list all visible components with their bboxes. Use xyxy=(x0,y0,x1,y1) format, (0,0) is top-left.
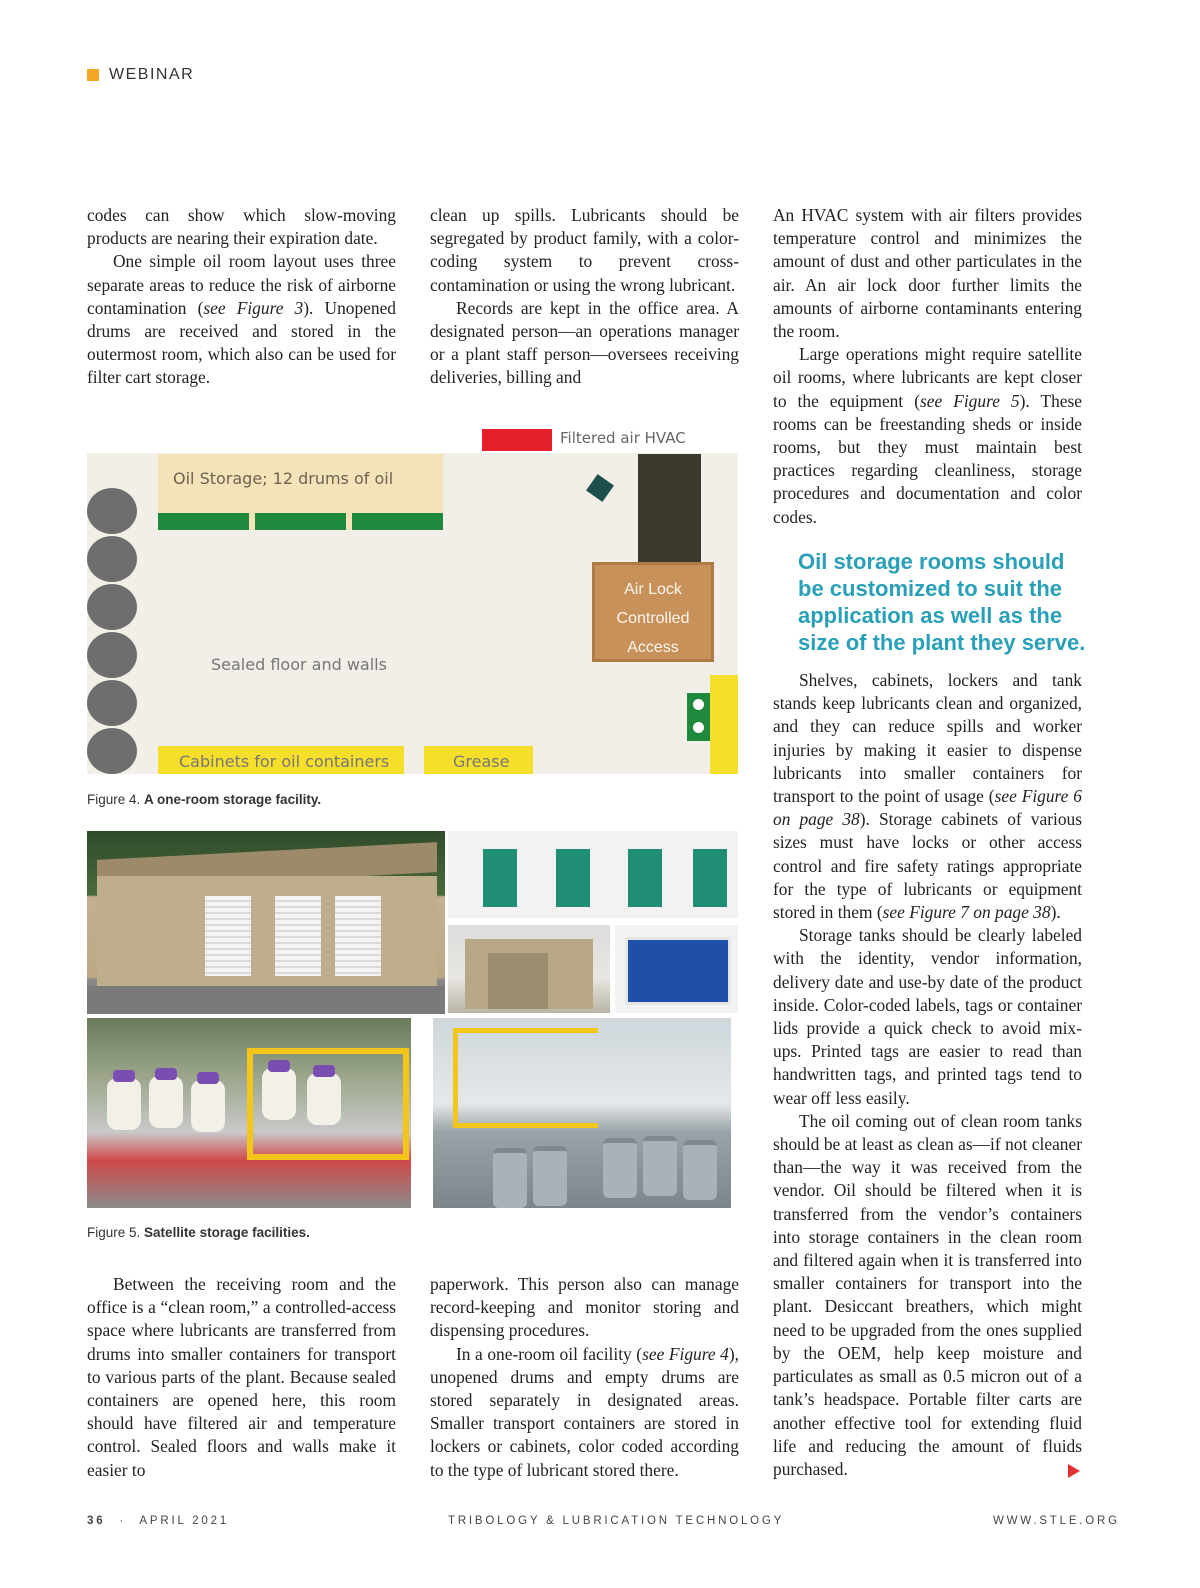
magazine-name: TRIBOLOGY & LUBRICATION TECHNOLOGY xyxy=(448,1515,785,1527)
photo-shed xyxy=(448,925,610,1013)
section-header xyxy=(87,66,194,84)
website[interactable]: WWW.STLE.ORG xyxy=(993,1515,1120,1527)
figure-4-diagram xyxy=(87,425,738,774)
figure-reference: see Figure 6 on page 38 xyxy=(773,786,1082,830)
paragraph: An HVAC system with air filters provides temperature control and minimizes the amount of dust and other particulates in the air. An air lock door further limits the amounts of airborne contaminants entering the room. xyxy=(773,205,1082,342)
section-marker-icon xyxy=(87,69,99,81)
hvac-label: Filtered air HVAC xyxy=(560,429,686,447)
paragraph: clean up spills. Lubricants should be segregated by product family, with a color-coding system to prevent cross-contamination or using the wrong lubricant. xyxy=(430,205,739,295)
column-1-top xyxy=(87,204,396,390)
drum-icon xyxy=(87,536,137,582)
issue-date: APRIL 2021 xyxy=(139,1515,230,1527)
pull-quote: Oil storage rooms should be customized to suit the application as well as the size of the plant they serve. xyxy=(798,549,1086,655)
drum-icon xyxy=(87,680,137,726)
drum-icon xyxy=(87,632,137,678)
drum-icon xyxy=(87,728,137,774)
grease-label: Grease xyxy=(453,752,510,771)
figure-reference: see Figure 3 xyxy=(203,297,304,318)
figure-reference: see Figure 7 on page 38 xyxy=(882,902,1051,923)
photo-storage-container xyxy=(448,831,738,918)
paragraph: codes can show which slow-moving products are nearing their expiration date. xyxy=(87,205,396,249)
section-label: WEBINAR xyxy=(109,66,195,83)
oil-storage-label: Oil Storage; 12 drums of oil xyxy=(173,469,394,488)
paragraph: Storage tanks should be clearly labeled with the identity, vendor information, delivery date and use-by date of the product inside. Color-coded labels, tags or container lids provide a quick check to avoid mix-ups. Printed tags are easier to read than handwritten tags, and printed tags tend to wear off less easily. xyxy=(773,925,1082,1108)
page-number: 36 xyxy=(87,1515,106,1527)
figure-4-caption: Figure 4. A one-room storage facility. xyxy=(87,792,322,807)
figure-reference: see Figure 4 xyxy=(642,1343,729,1364)
paragraph: Shelves, cabinets, lockers and tank stands keep lubricants clean and organized, and they can reduce spills and worker injuries by making it easier to dispense lubricants into smaller containers for transport to the point of usage (see Figure 6 on page 38). Storage cabinets of various sizes must have locks or other access control and fire safety ratings appropriate for the type of lubricants or equipment stored in them (see Figure 7 on page 38). xyxy=(773,670,1082,923)
column-2-top xyxy=(430,204,739,390)
footer-left: 36 · APRIL 2021 xyxy=(87,1515,230,1527)
column-2-bottom xyxy=(430,1273,739,1482)
hvac-unit xyxy=(482,429,552,451)
side-cabinet xyxy=(710,675,738,774)
drum-icon xyxy=(87,584,137,630)
paragraph: One simple oil room layout uses three separate areas to reduce the risk of airborne contamination (see Figure 3). Unopened drums are received and stored in the outermost room, which also can be used for filter cart storage. xyxy=(87,251,396,388)
drum-rack xyxy=(352,513,443,530)
air-lock-label: Air Lock Controlled Access xyxy=(616,581,690,656)
drum-rack xyxy=(255,513,346,530)
column-3-top xyxy=(773,204,1082,529)
sealed-floor-label: Sealed floor and walls xyxy=(211,655,387,674)
paragraph: paperwork. This person also can manage record-keeping and monitor storing and dispensing procedures. xyxy=(430,1274,739,1341)
cabinets-label: Cabinets for oil containers xyxy=(179,752,390,771)
hvac-duct xyxy=(638,454,701,562)
paragraph: Records are kept in the office area. A designated person—an operations manager or a plant staff person—oversees receiving deliveries, billing and xyxy=(430,297,739,388)
paragraph: In a one-room oil facility (see Figure 4), unopened drums and empty drums are stored separately in designated areas. Smaller transport containers are stored in lockers or cabinets, color coded according to the type of lubricant stored there. xyxy=(430,1343,739,1480)
photo-blue-container xyxy=(615,925,738,1013)
photo-dispensing-station xyxy=(87,1018,411,1208)
photo-modular-building xyxy=(87,831,445,1014)
air-vent-icon xyxy=(586,474,614,502)
drum-rack xyxy=(158,513,249,530)
paragraph: Large operations might require satellite oil rooms, where lubricants are kept closer to the equipment (see Figure 5). These rooms can be freestanding sheds or inside rooms, but they must maintain best practices regarding cleanliness, storage procedures and documentation and color codes. xyxy=(773,344,1082,527)
drum-row xyxy=(87,488,139,774)
paragraph: Between the receiving room and the office is a “clean room,” a controlled-access space where lubricants are transferred from drums into smaller containers for transport to various parts of the plant. Because sealed containers are opened here, this room should have filtered air and temperature control. Sealed floors and walls make it easier to xyxy=(87,1274,396,1480)
drum-icon xyxy=(87,488,137,534)
figure-reference: see Figure 5 xyxy=(920,390,1020,411)
figure-5-caption: Figure 5. Satellite storage facilities. xyxy=(87,1225,310,1240)
column-3-bottom xyxy=(773,669,1082,1481)
continue-arrow-icon xyxy=(1068,1464,1080,1478)
column-1-bottom xyxy=(87,1273,396,1482)
photo-drum-room xyxy=(433,1018,731,1208)
paragraph: The oil coming out of clean room tanks should be at least as clean as—if not cleaner than—the way it was received from the vendor. Oil should be filtered when it is transferred from the vendor’s containers into storage containers in the clean room and filtered again when it is transferred into smaller containers for transport into the plant. Desiccant breathers, which might need to be upgraded from the ones supplied by the OEM, help keep moisture and particulates as small as 0.5 micron out of a tank’s headspace. Portable filter carts are another effective tool for extending fluid life and reducing the amount of fluids purchased. xyxy=(773,1110,1082,1479)
